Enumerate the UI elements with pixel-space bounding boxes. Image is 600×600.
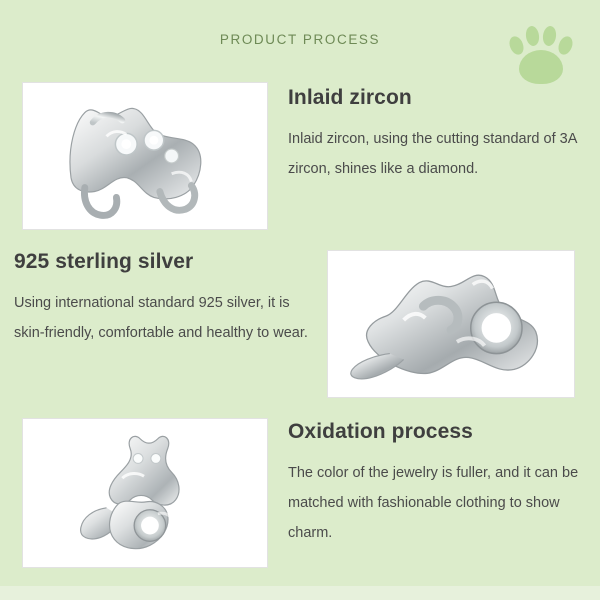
cat-charm-silver-closeup-photo [327, 250, 575, 398]
section-925-sterling-silver [14, 250, 314, 348]
section-heading: Inlaid zircon [288, 86, 412, 109]
bottom-divider [0, 586, 600, 600]
section-heading: 925 sterling silver [14, 250, 194, 273]
page-title: PRODUCT PROCESS [219, 32, 381, 47]
paw-print-icon [506, 20, 578, 86]
section-body: The color of the jewelry is fuller, and it can be matched with fashionable clothing to show charm. [288, 465, 579, 541]
section-inlaid-zircon [288, 86, 580, 184]
cat-charm-zircon-closeup-photo [22, 82, 268, 230]
section-heading: Oxidation process [288, 420, 473, 443]
section-body: Inlaid zircon, using the cutting standard of 3A zircon, shines like a diamond. [288, 131, 577, 177]
section-oxidation-process [288, 420, 588, 548]
cat-charm-full-view-photo [22, 418, 268, 568]
section-body: Using international standard 925 silver, it is skin-friendly, comfortable and healthy to wear. [14, 295, 308, 341]
